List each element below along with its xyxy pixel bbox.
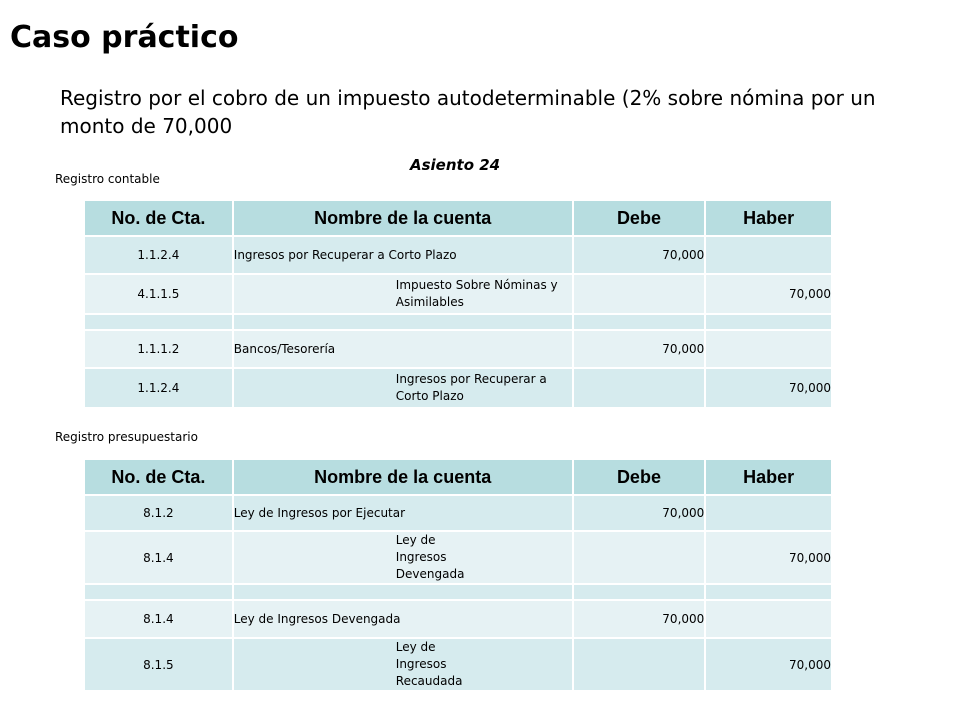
cell-debe [574,315,705,329]
cell-no-cta: 8.1.4 [85,532,232,583]
table-header-row [85,201,831,235]
cell-haber [706,331,831,367]
cell-no-cta [85,315,232,329]
cell-no-cta: 8.1.4 [85,601,232,637]
page-title: Caso práctico [10,20,239,55]
cell-no-cta [85,585,232,599]
cell-nombre [234,315,572,329]
table-presupuestario [83,458,833,692]
header-haber: Haber [706,201,831,235]
entry-label: Asiento 24 [410,156,501,174]
table-row [85,532,831,583]
header-haber: Haber [706,460,831,494]
cell-haber [706,601,831,637]
cell-nombre: Ley de Ingresos Devengada [234,601,572,637]
table-row [85,639,831,690]
table-header-row [85,460,831,494]
cell-nombre [234,639,572,690]
cell-nombre: Bancos/Tesorería [234,331,572,367]
section-label-presupuestario: Registro presupuestario [55,430,198,444]
cell-haber [706,237,831,273]
cell-nombre: Ingresos por Recuperar a Corto Plazo [234,237,572,273]
page-subtitle: Registro por el cobro de un impuesto autodeterminable (2% sobre nómina por un monto de 70,000 [60,86,876,138]
cell-haber [706,585,831,599]
header-nombre: Nombre de la cuenta [234,460,572,494]
cell-no-cta: 8.1.2 [85,496,232,530]
cell-debe [574,369,705,407]
cell-nombre: Ley de Ingresos por Ejecutar [234,496,572,530]
table-row [85,496,831,530]
cell-no-cta: 1.1.2.4 [85,369,232,407]
table-row [85,315,831,329]
cell-debe [574,275,705,313]
cell-nombre-text: Ingresos por Recuperar a Corto Plazo [395,372,547,403]
cell-no-cta: 8.1.5 [85,639,232,690]
cell-no-cta: 4.1.1.5 [85,275,232,313]
header-no-cta: No. de Cta. [85,460,232,494]
cell-haber: 70,000 [706,369,831,407]
cell-haber: 70,000 [706,275,831,313]
table-row [85,601,831,637]
cell-debe: 70,000 [574,496,705,530]
cell-debe [574,585,705,599]
table-row [85,585,831,599]
header-no-cta: No. de Cta. [85,201,232,235]
table-row [85,369,831,407]
table-contable [83,199,833,409]
table-row [85,237,831,273]
table-row [85,331,831,367]
cell-haber [706,315,831,329]
cell-debe: 70,000 [574,601,705,637]
cell-debe: 70,000 [574,237,705,273]
header-debe: Debe [574,201,705,235]
cell-nombre-text: Ley de Ingresos Devengada [395,533,465,581]
header-nombre: Nombre de la cuenta [234,201,572,235]
section-label-contable: Registro contable [55,172,160,186]
table-row [85,275,831,313]
cell-haber: 70,000 [706,639,831,690]
cell-nombre [234,585,572,599]
cell-haber: 70,000 [706,532,831,583]
cell-nombre [234,532,572,583]
cell-debe: 70,000 [574,331,705,367]
cell-nombre-text: Ley de Ingresos Recaudada [395,640,463,688]
cell-debe [574,532,705,583]
cell-debe [574,639,705,690]
cell-nombre [234,369,572,407]
cell-nombre-text: Impuesto Sobre Nóminas y Asimilables [395,278,558,309]
cell-no-cta: 1.1.2.4 [85,237,232,273]
cell-no-cta: 1.1.1.2 [85,331,232,367]
cell-haber [706,496,831,530]
header-debe: Debe [574,460,705,494]
cell-nombre [234,275,572,313]
